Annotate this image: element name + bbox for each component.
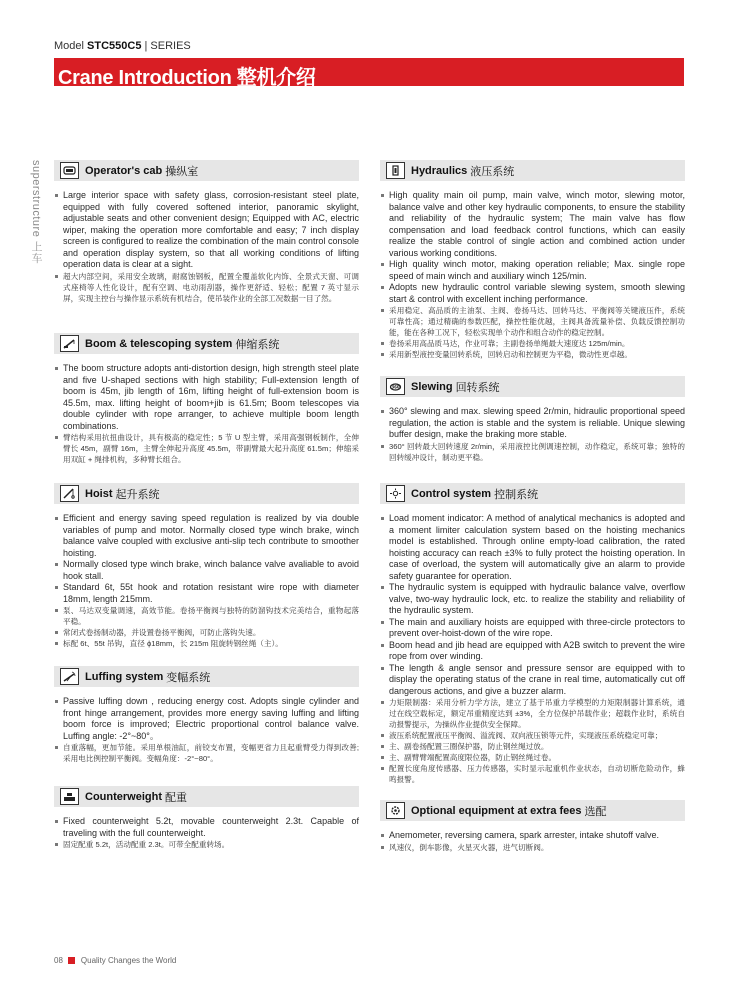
section-title-cn: 液压系统 xyxy=(470,165,515,178)
counterweight-icon xyxy=(60,788,79,805)
footer-slogan: Quality Changes the World xyxy=(80,956,177,965)
bullet-cn: 采用稳定、高品质的主油泵、主阀、卷扬马达、回转马达、平衡阀等关键液压件，系统可靠性高；通过精确的参数匹配，操控性能优越，主阀具备流量补偿、负载反馈控制功能，能在各种工况下，轻松实现单个动作和组合动作的稳定控制。 xyxy=(380,305,685,338)
section-title-en: Operator's cab xyxy=(85,164,163,177)
bullet-en: The main and auxiliary hoists are equipped with three-circle protectors to prevent over-hoist-down of the wire rope. xyxy=(380,617,685,640)
section-hydraulics xyxy=(380,160,685,360)
bullet-en: The length & angle sensor and pressure sensor are equipped with to display the operating status of the crane in real time, automatically cut off dangerous actions, and give a buzzer alarm. xyxy=(380,663,685,698)
cab-icon xyxy=(60,162,79,179)
bullet-en: Load moment indicator: A method of analytical mechanics is adopted and a moment limiter calculation system based on the hoisting mechanics model is established. Through online empty-load calibration, the rated hoisting accuracy can reach ±3% to fully protect the hoisting operation. In case of overload, the system will automatically give an alarm to provide safety guarantee for operation. xyxy=(380,513,685,582)
bullet-en: The boom structure adopts anti-distortion design, high strength steel plate and five U-shaped sections with high stability; Full-extension length of boom is 45m, jib length of 16m, lifting height of full-extension boom is 45.5m, max. lifting height of boom+jib is 61.5m; Boom telescopes via double cylinder with rope arranger, to achieve multiple boom length combinations. xyxy=(54,363,359,432)
section-title-cn: 选配 xyxy=(584,805,607,818)
bullet-cn: 泵、马达双变量调速，高效节能。卷扬平衡阀与独特的防溜钩技术完美结合，重物起落平稳。 xyxy=(54,605,359,627)
bullet-en: Anemometer, reversing camera, spark arrester, intake shutoff valve. xyxy=(380,830,685,842)
section-header xyxy=(54,160,359,181)
control-icon xyxy=(386,485,405,502)
section-control-system xyxy=(380,483,685,785)
section-header xyxy=(54,483,359,504)
section-header xyxy=(54,786,359,807)
hoist-icon xyxy=(60,485,79,502)
section-title-en: Control system xyxy=(411,487,492,500)
brand-square xyxy=(68,957,75,964)
section-operators-cab xyxy=(54,160,359,304)
bullet-cn: 采用新型液控变量回转系统，回转启动和控制更为平稳，微动性更卓越。 xyxy=(380,349,685,360)
section-optional-equipment xyxy=(380,800,685,853)
section-slewing xyxy=(380,376,685,463)
bullet-en: Large interior space with safety glass, corrosion-resistant steel plate, equipped with fully covered softened interior, panoramic skylight, adjustable seats and other convenient design; Equipped with AC, electric wiper, making the operation more comfortable and easy; 7 inch display screen is configured to realize the combination of the main control console and operation display system, so that all working conditions of lifting operation data is clear at a sight. xyxy=(54,190,359,271)
section-title-cn: 变幅系统 xyxy=(166,671,211,684)
section-title-cn: 操纵室 xyxy=(165,165,199,178)
bullet-cn: 360° 回转最大回转速度 2r/min，采用液控比例调速控制，动作稳定，系统可靠；独特的回转缓冲设计，制动更平稳。 xyxy=(380,441,685,463)
model-prefix: Model xyxy=(54,40,88,52)
section-title-en: Optional equipment at extra fees xyxy=(411,804,582,817)
section-header xyxy=(380,160,685,181)
section-luffing xyxy=(54,666,359,764)
section-header xyxy=(54,333,359,354)
page-footer xyxy=(54,956,176,965)
model-suffix: | SERIES xyxy=(141,40,191,52)
side-label-en: superstructure xyxy=(30,160,42,238)
section-title-cn: 控制系统 xyxy=(494,488,539,501)
bullet-cn: 自重落幅，更加节能。采用单根油缸，前铰支布置，变幅更省力且起重臂受力得到改善;采用电比例控制平衡阀。变幅角度：-2°~80°。 xyxy=(54,742,359,764)
luffing-icon xyxy=(60,668,79,685)
boom-icon xyxy=(60,335,79,352)
model-line xyxy=(54,40,191,52)
bullet-cn: 臂结构采用抗扭曲设计，具有极高的稳定性；5 节 U 型主臂，采用高强钢板制作，全伸臂长 45m，副臂 16m，主臂全伸起升高度 45.5m，带副臂最大起升高度 61.5m；伸缩采用双缸 + 绳排机构，多种臂长组合。 xyxy=(54,432,359,465)
bullet-en: The hydraulic system is equipped with hydraulic balance valve, overflow valve, two-way hydraulic lock, etc. to realize the stability and reliability of the hydraulic system. xyxy=(380,582,685,617)
page-title xyxy=(54,58,320,93)
side-label-cn: 上车 xyxy=(30,240,42,264)
bullet-cn: 液压系统配置液压平衡阀、溢流阀、双向液压锁等元件，实现液压系统稳定可靠； xyxy=(380,730,685,741)
section-title-cn: 起升系统 xyxy=(115,488,160,501)
section-hoist xyxy=(54,483,359,649)
section-title-en: Boom & telescoping system xyxy=(85,337,233,350)
bullet-cn: 力矩限制器：采用分析力学方法，建立了基于吊重力学模型的力矩限制器计算系统，通过在线空载标定，额定吊重精度达到 ±3%，全方位保护吊载作业；超载作业时，系统自动报警提示，为操纵作业提供安全保障。 xyxy=(380,697,685,730)
section-counterweight xyxy=(54,786,359,850)
section-header xyxy=(54,666,359,687)
section-title-en: Hydraulics xyxy=(411,164,468,177)
section-title-en: Hoist xyxy=(85,487,113,500)
bullet-cn: 主、副卷扬配置三圈保护器，防止钢丝绳过放。 xyxy=(380,741,685,752)
bullet-en: High quality winch motor, making operation reliable; Max. single rope speed of main winch and auxiliary winch 125/min. xyxy=(380,259,685,282)
model-code: STC550C5 xyxy=(87,40,142,52)
section-header xyxy=(380,483,685,504)
bullet-en: Standard 6t, 55t hook and rotation resistant wire rope with diameter 18mm, length 215mm. xyxy=(54,582,359,605)
bullet-en: High quality main oil pump, main valve, winch motor, slewing motor, balance valve and other key hydraulic components, to ensure the stability and reliability of the hydraulic system; The main valve has flow compensation and load feedback control functions, which can easily realize the stable control of single action and combined action under various working conditions. xyxy=(380,190,685,259)
slewing-icon xyxy=(386,378,405,395)
bullet-cn: 主、副臂臂端配置高度限位器，防止钢丝绳过卷。 xyxy=(380,752,685,763)
section-title-en: Slewing xyxy=(411,380,453,393)
section-header xyxy=(380,376,685,397)
title-cn: 整机介绍 xyxy=(236,67,316,89)
bullet-cn: 风速仪，倒车影像，火星灭火器，进气切断阀。 xyxy=(380,842,685,853)
section-title-en: Luffing system xyxy=(85,670,164,683)
bullet-en: Fixed counterweight 5.2t, movable counterweight 2.3t. Capable of traveling with the full counterweight. xyxy=(54,816,359,839)
bullet-cn: 固定配重 5.2t，活动配重 2.3t。可带全配重转场。 xyxy=(54,839,359,850)
section-title-cn: 伸缩系统 xyxy=(235,338,280,351)
bullet-en: Boom head and jib head are equipped with A2B switch to prevent the wire rope from over winding. xyxy=(380,640,685,663)
bullet-en: Adopts new hydraulic control variable slewing system, smooth slewing start & control with excellent inching performance. xyxy=(380,282,685,305)
section-boom-telescoping xyxy=(54,333,359,465)
bullet-en: Passive luffing down , reducing energy cost. Adopts single cylinder and front hinge arrangement, provides more energy saving luffing and lifting boom force is improved; Electric proportional control balance valve. Luffing angle: -2°~80°。 xyxy=(54,696,359,742)
side-label xyxy=(28,160,44,264)
bullet-en: Efficient and energy saving speed regulation is realized by via double variables of pump and motor. Normally closed type winch brake, winch balance valve coupled with exclusive anti-slip tech contribute to smoother hoisting. xyxy=(54,513,359,559)
svg-text:360: 360 xyxy=(391,384,400,390)
bullet-en: 360° slewing and max. slewing speed 2r/min, hidraulic proportional speed regulation, the action is stable and the system is reliable. Unique slewing buffer design, make the braking more stable. xyxy=(380,406,685,441)
bullet-cn: 标配 6t、55t 吊钩，直径 ϕ18mm，长 215m 阻旋转钢丝绳（主）。 xyxy=(54,638,359,649)
title-bar xyxy=(54,58,684,89)
title-en: Crane Introduction xyxy=(58,67,232,89)
bullet-en: Normally closed type winch brake, winch balance valve avaliable to avoid hook stall. xyxy=(54,559,359,582)
section-title-cn: 回转系统 xyxy=(455,381,500,394)
hydraulics-icon xyxy=(386,162,405,179)
section-title-cn: 配重 xyxy=(165,791,187,804)
bullet-cn: 超大内部空间，采用安全玻璃，耐腐蚀钢板，配置全覆盖软化内饰、全景式天窗、可调式座椅等人性化设计，配有空调、电动雨刮器，操作更舒适、轻松；配置 7 英寸显示屏，实现主控台与操作显示系统有机结合，使吊装作业的全部工况数据一目了然。 xyxy=(54,271,359,304)
bullet-cn: 配置长度角度传感器、压力传感器，实时显示起重机作业状态，自动切断危险动作，蜂鸣报警。 xyxy=(380,763,685,785)
section-title-en: Counterweight xyxy=(85,790,162,803)
bullet-cn: 常闭式卷扬制动器，并设置卷扬平衡阀，可防止落钩失速。 xyxy=(54,627,359,638)
page-number: 08 xyxy=(54,956,63,965)
section-header xyxy=(380,800,685,821)
bullet-cn: 卷扬采用高品质马达，作业可靠；主副卷扬单绳最大速度达 125m/min。 xyxy=(380,338,685,349)
optional-icon xyxy=(386,802,405,819)
